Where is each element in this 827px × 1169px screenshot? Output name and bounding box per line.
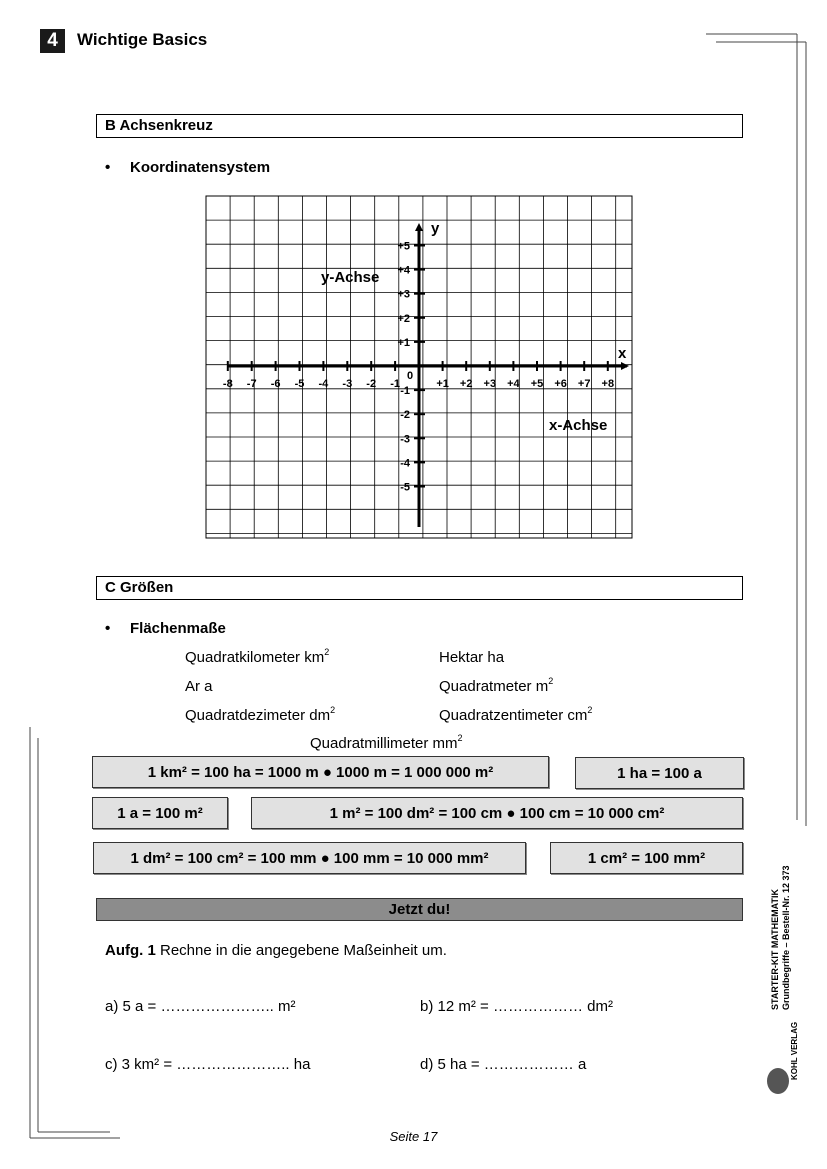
x-tick-label: +3	[483, 378, 497, 390]
x-tick-label: -8	[222, 378, 233, 390]
origin-label: 0	[407, 370, 414, 382]
chapter-title: Wichtige Basics	[77, 30, 208, 49]
y-tick-label: -3	[400, 433, 410, 446]
conversion-dm2: 1 dm² = 100 cm² = 100 mm ● 100 mm = 10 000 mm²	[93, 842, 526, 874]
unit-mm2: Quadratmillimeter $mm^2$	[310, 733, 463, 752]
unit-a: Ar a	[185, 678, 213, 695]
x-tick-label: +4	[507, 378, 520, 390]
section-c-heading: C Größen	[96, 576, 743, 600]
y-axis-letter: y	[431, 220, 440, 237]
x-axis-arrow	[621, 362, 629, 370]
x-tick-label: -3	[342, 378, 353, 390]
x-axis-label: x-Achse	[549, 417, 608, 434]
conversion-km2: 1 km² = 100 ha = 1000 m ● 1000 m = 1 000 000 m²	[92, 756, 549, 788]
conversion-m2: 1 m² = 100 dm² = 100 cm ● 100 cm = 10 000 cm²	[251, 797, 743, 829]
page-number: Seite 17	[389, 1129, 438, 1144]
x-tick-label: -7	[246, 378, 257, 390]
y-axis-label: y-Achse	[321, 269, 380, 286]
task-b[interactable]: b) 12 m² = ……………… dm²	[420, 998, 613, 1015]
y-axis-arrow	[415, 223, 423, 231]
y-tick-label: +1	[397, 336, 410, 349]
conversion-cm2: 1 cm² = 100 mm²	[550, 842, 743, 874]
x-tick-label: +1	[436, 378, 449, 390]
x-tick-label: +5	[530, 378, 544, 390]
task-c[interactable]: c) 3 km² = ………………….. ha	[105, 1056, 311, 1073]
y-tick-label: +5	[397, 240, 410, 253]
chapter-number: 4	[40, 29, 65, 53]
x-tick-label: -1	[390, 378, 400, 390]
y-tick-label: +2	[397, 312, 410, 325]
y-tick-label: -2	[400, 409, 410, 422]
x-tick-label: -4	[318, 378, 329, 390]
x-tick-label: +7	[577, 378, 591, 390]
publisher-info: STARTER-KIT MATHEMATIK Grundbegriffe – Bestell-Nr. 12 373	[770, 865, 791, 1010]
unit-km2: Quadratkilometer $km^2$	[185, 647, 330, 666]
x-tick-label: +8	[601, 378, 615, 390]
y-tick-label: -4	[400, 457, 410, 470]
x-tick-label: -5	[294, 378, 305, 390]
x-tick-label: -6	[270, 378, 281, 390]
bullet-label: Koordinatensystem	[130, 159, 271, 176]
bullet-label: Flächenmaße	[130, 620, 226, 637]
x-tick-label: -2	[366, 378, 377, 390]
publisher-logo-icon	[767, 1068, 789, 1094]
unit-cm2: Quadratzentimeter $cm^2$	[439, 705, 593, 724]
y-tick-label: +4	[397, 264, 410, 277]
conversion-a: 1 a = 100 m²	[92, 797, 228, 829]
unit-m2: Quadratmeter $m^2$	[439, 676, 554, 695]
section-b-heading: B Achsenkreuz	[96, 114, 743, 138]
x-tick-label: +6	[554, 378, 567, 390]
y-tick-label: -1	[400, 385, 410, 398]
y-tick-label: +3	[397, 288, 410, 301]
task-a[interactable]: a) 5 a = ………………….. m²	[105, 998, 296, 1015]
exercise-banner: Jetzt du!	[96, 898, 743, 921]
y-tick-label: -5	[400, 481, 410, 494]
x-tick-label: +2	[459, 378, 473, 390]
x-axis-letter: x	[618, 345, 627, 362]
conversion-ha: 1 ha = 100 a	[575, 757, 744, 789]
exercise-heading: Aufg. 1 Rechne in die angegebene Maßeinheit um.	[105, 942, 447, 959]
publisher-logo-text: KOHL VERLAG	[790, 1021, 799, 1080]
task-d[interactable]: d) 5 ha = ……………… a	[420, 1056, 587, 1073]
unit-ha: Hektar ha	[439, 649, 505, 666]
unit-dm2: Quadratdezimeter $dm^2$	[185, 705, 336, 724]
coordinate-system	[200, 190, 640, 545]
